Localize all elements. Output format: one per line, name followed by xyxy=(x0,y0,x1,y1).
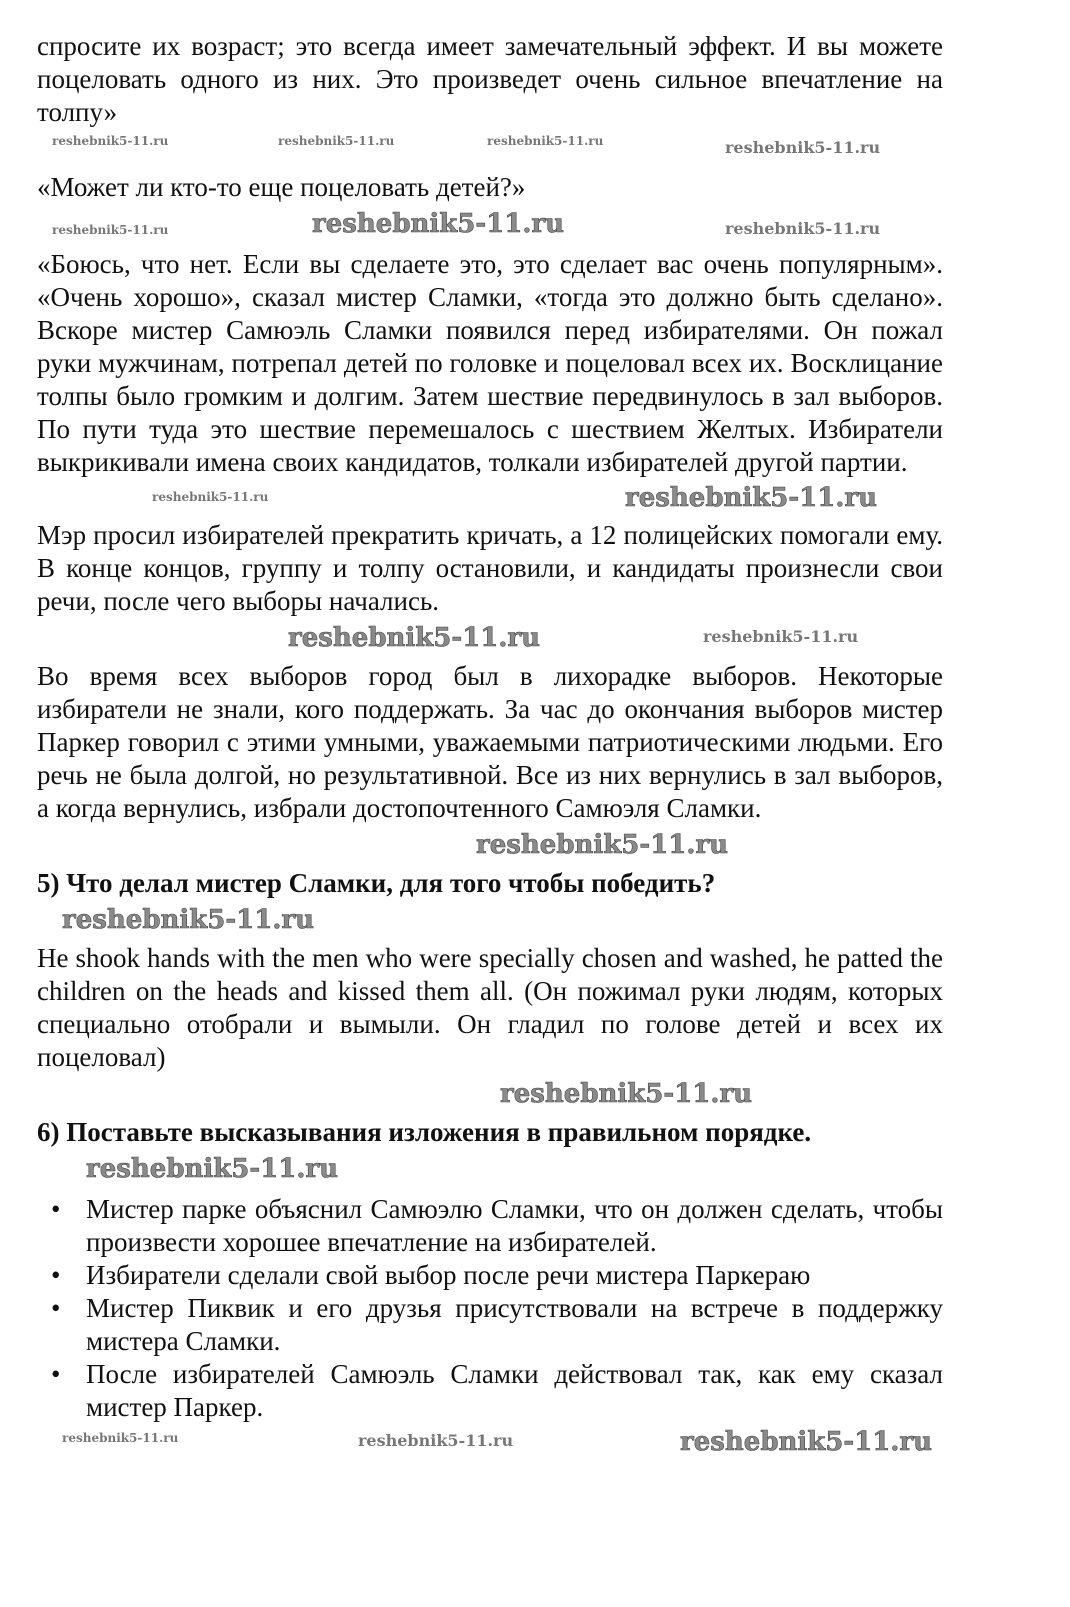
watermark-row xyxy=(37,479,943,519)
watermark: reshebnik5-11.ru xyxy=(487,134,604,148)
watermark: reshebnik5-11.ru xyxy=(725,219,881,238)
bullet-icon: • xyxy=(51,1194,61,1224)
question-5-answer: He shook hands with the men who were specially chosen and washed, he patted the children on the heads and kissed them all. (Он пожимал руки людям, которых специально отобрали и вымыли. Он гладил по голове детей и всех их поцеловал) xyxy=(37,943,943,1072)
bullet-icon: • xyxy=(51,1293,61,1323)
watermark-row xyxy=(37,1424,943,1484)
watermark-row xyxy=(37,900,943,942)
list-item-text: Мистер Пиквик и его друзья присутствовали на встрече в поддержку мистера Сламки. xyxy=(86,1293,943,1356)
watermark: reshebnik5-11.ru xyxy=(625,483,878,513)
list-item-text: Избиратели сделали свой выбор после речи мистера Паркераю xyxy=(86,1260,811,1290)
list-item xyxy=(37,1292,943,1358)
watermark-row xyxy=(37,825,943,867)
bullet-icon: • xyxy=(51,1359,61,1389)
watermark: reshebnik5-11.ru xyxy=(476,830,729,860)
list-item-text: Мистер парке объяснил Самюэлю Сламки, что он должен сделать, чтобы произвести хорошее впечатление на избирателей. xyxy=(86,1194,943,1257)
watermark: reshebnik5-11.ru xyxy=(86,1154,339,1184)
paragraph-3: «Боюсь, что нет. Если вы сделаете это, это сделает вас очень популярным». «Очень хорошо», сказал мистер Сламки, «тогда это должно быть сделано». Вскоре мистер Самюэль Сламки появился перед избирателями. Он пожал руки мужчинам, потрепал детей по головке и поцеловал всех их. Восклицание толпы было громким и долгим. Затем шествие передвинулось в зал выборов. По пути туда это шествие перемешалось с шествием Желтых. Избиратели выкрикивали имена своих кандидатов, толкали избирателей другой партии. xyxy=(37,249,943,477)
watermark: reshebnik5-11.ru xyxy=(62,905,315,935)
list-item xyxy=(37,1193,943,1259)
watermark: reshebnik5-11.ru xyxy=(358,1431,514,1450)
watermark: reshebnik5-11.ru xyxy=(312,209,565,239)
statement-list xyxy=(37,1193,943,1424)
watermark: reshebnik5-11.ru xyxy=(278,134,395,148)
watermark-row xyxy=(37,1149,943,1193)
watermark: reshebnik5-11.ru xyxy=(62,1431,179,1445)
list-item xyxy=(37,1358,943,1424)
watermark: reshebnik5-11.ru xyxy=(288,623,541,653)
list-item xyxy=(37,1259,943,1292)
watermark-row xyxy=(37,618,943,660)
watermark-row xyxy=(37,1074,943,1116)
watermark: reshebnik5-11.ru xyxy=(152,490,269,504)
bullet-icon: • xyxy=(51,1260,61,1290)
question-6-heading: 6) Поставьте высказывания изложения в правильном порядке. xyxy=(37,1117,812,1147)
watermark: reshebnik5-11.ru xyxy=(52,223,169,237)
paragraph-5: Во время всех выборов город был в лихорадке выборов. Некоторые избиратели не знали, кого поддержать. За час до окончания выборов мистер Паркер говорил с этими умными, уважаемыми патриотическими людьми. Его речь не была долгой, но результативной. Все из них вернулись в зал выборов, а когда вернулись, избрали достопочтенного Самюэля Сламки. xyxy=(37,661,943,823)
paragraph-1: спросите их возраст; это всегда имеет замечательный эффект. И вы можете поцеловать одного из них. Это произведет очень сильное впечатление на толпу» xyxy=(37,31,943,127)
paragraph-2: «Может ли кто-то еще поцеловать детей?» xyxy=(37,172,526,202)
watermark: reshebnik5-11.ru xyxy=(680,1427,933,1457)
watermark: reshebnik5-11.ru xyxy=(703,627,859,646)
paragraph-4: Мэр просил избирателей прекратить кричать, а 12 полицейских помогали ему. В конце концов, группу и толпу остановили, и кандидаты произнесли свои речи, после чего выборы начались. xyxy=(37,520,943,616)
question-5-heading: 5) Что делал мистер Сламки, для того чтобы победить? xyxy=(37,868,716,898)
watermark-row xyxy=(37,129,943,171)
watermark: reshebnik5-11.ru xyxy=(500,1079,753,1109)
watermark-row xyxy=(37,204,943,248)
watermark: reshebnik5-11.ru xyxy=(52,134,169,148)
list-item-text: После избирателей Самюэль Сламки действовал так, как ему сказал мистер Паркер. xyxy=(86,1359,943,1422)
watermark: reshebnik5-11.ru xyxy=(725,138,881,157)
